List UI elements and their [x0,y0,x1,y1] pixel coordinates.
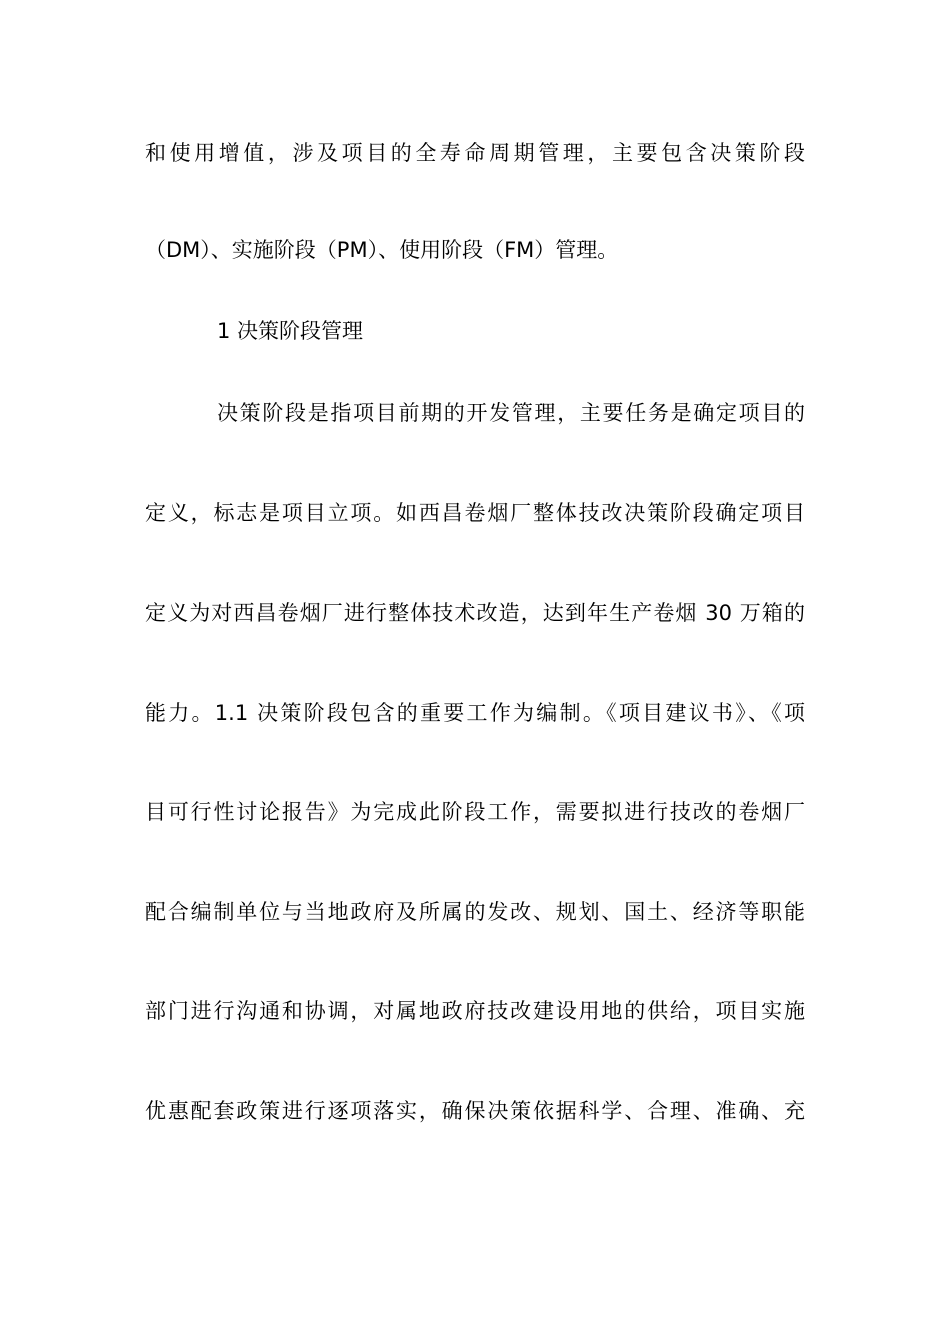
paragraph-line: 配合编制单位与当地政府及所属的发改、规划、国土、经济等职能 [145,900,805,924]
paragraph-line: 决策阶段是指项目前期的开发管理，主要任务是确定项目的 [217,401,805,425]
paragraph-line: 优惠配套政策进行逐项落实，确保决策依据科学、合理、准确、充 [145,1099,805,1123]
paragraph-line: 和使用增值，涉及项目的全寿命周期管理，主要包含决策阶段 [145,141,805,165]
paragraph-line: （DM）、实施阶段（PM）、使用阶段（FM）管理。 [145,238,619,262]
paragraph-line: 部门进行沟通和协调，对属地政府技改建设用地的供给，项目实施 [145,999,805,1023]
paragraph-line: 目可行性讨论报告》为完成此阶段工作，需要拟进行技改的卷烟厂 [145,800,805,824]
paragraph-line: 定义，标志是项目立项。如西昌卷烟厂整体技改决策阶段确定项目 [145,501,805,525]
paragraph-line: 定义为对西昌卷烟厂进行整体技术改造，达到年生产卷烟 30 万箱的 [145,601,805,625]
paragraph-line: 能力。1.1 决策阶段包含的重要工作为编制。《项目建议书》、《项 [145,701,805,725]
section-heading: 1 决策阶段管理 [217,319,364,343]
